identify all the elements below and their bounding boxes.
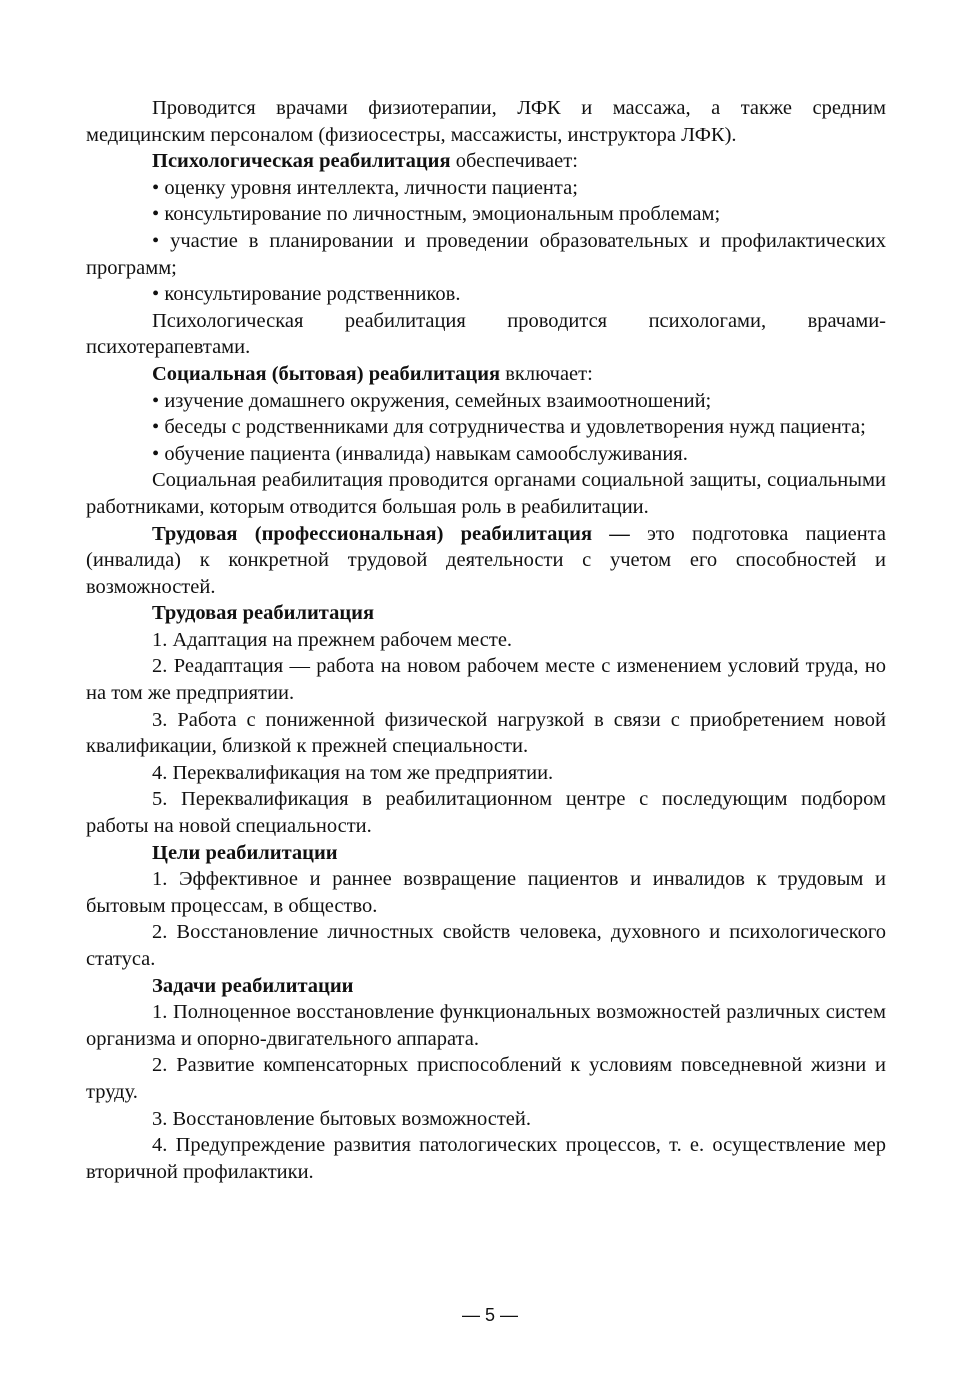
section-heading: Задачи реабилитации [152,974,354,997]
bullet-item [86,175,886,202]
body-paragraph: Социальная реабилитация проводится органами социальной защиты, социальными работниками, которым отводится большая роль в реабилитации. [86,469,886,518]
body-paragraph: 2. Развитие компенсаторных приспособлений к условиям повседневной жизни и труду. [86,1054,886,1103]
body-paragraph: 5. Переквалификация в реабилитационном центре с последующим подбором работы на новой специальности. [86,788,886,838]
lead-text: это подготовка пациента (инвалида) к конкретной трудовой деятельности с учетом его способностей и возможностей. [86,522,886,598]
bullet-item [86,201,886,228]
lead-term: Социальная (бытовая) реабилитация [152,362,501,385]
bullet-icon: • [152,389,160,412]
bullet-text: консультирование родственников. [159,283,461,306]
bullet-item [86,281,886,308]
body-paragraph: 3. Восстановление бытовых возможностей. [152,1107,531,1130]
lead-paragraph [86,361,886,388]
body-paragraph: 2. Реадаптация — работа на новом рабочем месте с изменением условий труда, но на том же предприятии. [86,655,886,705]
bullet-text: оценку уровня интеллекта, личности пациента; [159,176,578,199]
body-paragraph: 2. Восстановление личностных свойств человека, духовного и психологического статуса. [86,921,886,970]
bullet-text: консультирование по личностным, эмоциональным проблемам; [159,203,721,226]
bullet-text: беседы с родственниками для сотрудничества и удовлетворения нужд пациента; [159,416,866,439]
bullet-item [86,414,886,441]
body-paragraph: Психологическая реабилитация проводится психологами, врачами-психотерапевтами. [86,309,886,359]
bullet-icon: • [152,283,160,306]
bullet-text: участие в планировании и проведении образовательных и профилактических программ; [86,229,886,279]
body-paragraph: Проводится врачами физиотерапии, ЛФК и массажа, а также средним медицинским персоналом (физиосестры, массажисты, инструктора ЛФК). [86,97,886,146]
section-heading: Трудовая реабилитация [152,602,375,625]
bullet-text: обучение пациента (инвалида) навыкам самообслуживания. [159,442,688,465]
bullet-icon: • [152,229,160,252]
lead-text: обеспечивает: [450,150,578,173]
bullet-icon: • [152,203,160,226]
lead-term: Психологическая реабилитация [152,150,451,173]
section-heading: Цели реабилитации [152,841,338,864]
bullet-item [86,228,886,281]
body-paragraph: 1. Полноценное восстановление функциональных возможностей различных систем организма и опорно-двигательного аппарата. [86,1001,886,1050]
lead-paragraph [86,148,886,175]
bullet-icon: • [152,416,160,439]
page-number: — 5 — [461,1305,518,1325]
body-paragraph: 3. Работа с пониженной физической нагрузкой в связи с приобретением новой квалификации, близкой к прежней специальности. [86,708,886,758]
lead-term: Трудовая (профессиональная) реабилитация — [152,522,630,545]
body-paragraph: 1. Эффективное и раннее возвращение пациентов и инвалидов к трудовым и бытовым процессам, в общество. [86,868,886,917]
lead-paragraph [86,521,886,601]
bullet-icon: • [152,442,160,465]
body-paragraph: 1. Адаптация на прежнем рабочем месте. [152,628,513,651]
body-paragraph: 4. Переквалификация на том же предприятии. [152,761,554,784]
document-body [86,95,886,1185]
lead-text: включает: [500,362,593,385]
bullet-icon: • [152,176,160,199]
body-paragraph: 4. Предупреждение развития патологических процессов, т. е. осуществление мер вторичной профилактики. [86,1134,886,1183]
bullet-item [86,388,886,415]
bullet-text: изучение домашнего окружения, семейных взаимоотношений; [159,389,712,412]
bullet-item [86,441,886,468]
